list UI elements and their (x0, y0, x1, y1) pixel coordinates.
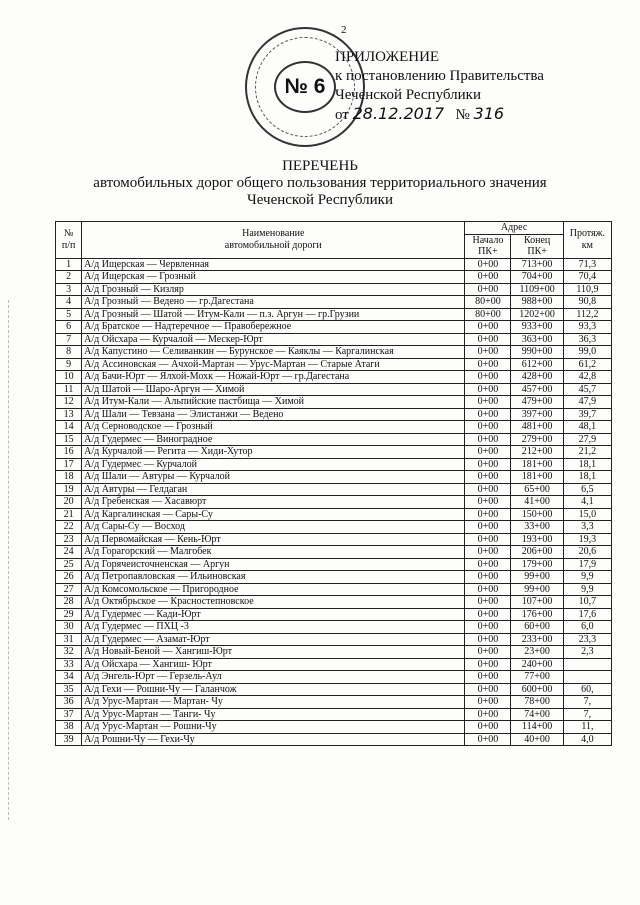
cell-start: 0+00 (465, 258, 511, 271)
cell-end: 107+00 (511, 596, 563, 609)
table-row (56, 421, 612, 434)
header-end-line1: Конец (523, 234, 551, 246)
cell-length: 7, (563, 708, 611, 721)
cell-start: 0+00 (465, 658, 511, 671)
header-length-line1: Протяж. (569, 228, 606, 240)
cell-start: 0+00 (465, 683, 511, 696)
cell-start: 0+00 (465, 483, 511, 496)
cell-length: 9,9 (563, 583, 611, 596)
cell-end: 457+00 (511, 383, 563, 396)
cell-start: 0+00 (465, 533, 511, 546)
cell-number: 35 (56, 683, 82, 696)
cell-end: 428+00 (511, 371, 563, 384)
cell-number: 26 (56, 571, 82, 584)
cell-road-name: А/д Комсомольское — Пригородное (82, 583, 465, 596)
cell-number: 7 (56, 333, 82, 346)
cell-number: 36 (56, 696, 82, 709)
table-row (56, 546, 612, 559)
table-row (56, 583, 612, 596)
cell-start: 0+00 (465, 471, 511, 484)
cell-number: 25 (56, 558, 82, 571)
cell-number: 17 (56, 458, 82, 471)
cell-length: 39,7 (563, 408, 611, 421)
decree-date: 28.12.2017 (352, 104, 445, 123)
cell-end: 33+00 (511, 521, 563, 534)
cell-number: 18 (56, 471, 82, 484)
table-row (56, 558, 612, 571)
cell-start: 0+00 (465, 396, 511, 409)
cell-start: 0+00 (465, 321, 511, 334)
cell-start: 0+00 (465, 433, 511, 446)
cell-road-name: А/д Курчалой — Регита — Хиди-Хутор (82, 446, 465, 459)
cell-length: 4,1 (563, 496, 611, 509)
cell-length: 6,0 (563, 621, 611, 634)
cell-road-name: А/д Шали — Автуры — Курчалой (82, 471, 465, 484)
cell-number: 9 (56, 358, 82, 371)
cell-end: 23+00 (511, 646, 563, 659)
cell-end: 150+00 (511, 508, 563, 521)
document-title (0, 158, 640, 209)
table-row (56, 658, 612, 671)
appendix-line2: к постановлению Правительства (335, 68, 544, 84)
cell-end: 181+00 (511, 471, 563, 484)
table-row (56, 646, 612, 659)
cell-road-name: А/д Урус-Мартан — Мартан- Чу (82, 696, 465, 709)
cell-road-name: А/д Новый-Беной — Хангиш-Юрт (82, 646, 465, 659)
cell-end: 612+00 (511, 358, 563, 371)
cell-length: 19,3 (563, 533, 611, 546)
cell-number: 15 (56, 433, 82, 446)
cell-number: 12 (56, 396, 82, 409)
cell-number: 13 (56, 408, 82, 421)
cell-road-name: А/д Гудермес — Курчалой (82, 458, 465, 471)
table-row (56, 596, 612, 609)
table-row (56, 633, 612, 646)
cell-number: 16 (56, 446, 82, 459)
number-prefix: № (455, 107, 470, 123)
cell-length: 48,1 (563, 421, 611, 434)
decree-date-line (335, 104, 504, 124)
cell-start: 0+00 (465, 571, 511, 584)
cell-end: 65+00 (511, 483, 563, 496)
cell-length: 2,3 (563, 646, 611, 659)
cell-length: 18,1 (563, 458, 611, 471)
cell-road-name: А/д Энгель-Юрт — Герзель-Аул (82, 671, 465, 684)
table-row (56, 433, 612, 446)
cell-start: 0+00 (465, 733, 511, 746)
table-header (56, 222, 612, 259)
cell-road-name: А/д Петропавловская — Ильиновская (82, 571, 465, 584)
cell-road-name: А/д Ойсхара — Хангиш- Юрт (82, 658, 465, 671)
cell-road-name: А/д Ищерская — Грозный (82, 271, 465, 284)
table-row (56, 683, 612, 696)
cell-road-name: А/д Серноводское — Грозный (82, 421, 465, 434)
cell-end: 363+00 (511, 333, 563, 346)
table-row (56, 258, 612, 271)
cell-road-name: А/д Первомайская — Кень-Юрт (82, 533, 465, 546)
cell-road-name: А/д Братское — Надтеречное — Правобережное (82, 321, 465, 334)
cell-start: 0+00 (465, 271, 511, 284)
cell-start: 0+00 (465, 496, 511, 509)
cell-end: 600+00 (511, 683, 563, 696)
cell-end: 713+00 (511, 258, 563, 271)
cell-road-name: А/д Ойсхара — Курчалой — Мескер-Юрт (82, 333, 465, 346)
cell-end: 397+00 (511, 408, 563, 421)
cell-number: 8 (56, 346, 82, 359)
cell-end: 233+00 (511, 633, 563, 646)
cell-start: 0+00 (465, 671, 511, 684)
cell-number: 24 (56, 546, 82, 559)
cell-number: 32 (56, 646, 82, 659)
table-row (56, 721, 612, 734)
table-row (56, 471, 612, 484)
cell-end: 990+00 (511, 346, 563, 359)
cell-road-name: А/д Сары-Су — Восход (82, 521, 465, 534)
cell-road-name: А/д Октябрьское — Красностепновское (82, 596, 465, 609)
cell-road-name: А/д Гудермес — Кади-Юрт (82, 608, 465, 621)
cell-end: 179+00 (511, 558, 563, 571)
cell-length: 36,3 (563, 333, 611, 346)
cell-number: 11 (56, 383, 82, 396)
table-row (56, 383, 612, 396)
table-row (56, 333, 612, 346)
header-number (56, 222, 82, 259)
cell-road-name: А/д Горячеисточненская — Аргун (82, 558, 465, 571)
cell-road-name: А/д Грозный — Шатой — Итум-Кали — п.з. Аргун — гр.Грузии (82, 308, 465, 321)
table-row (56, 396, 612, 409)
cell-road-name: А/д Шали — Тевзана — Элистанжи — Ведено (82, 408, 465, 421)
cell-length: 15,0 (563, 508, 611, 521)
cell-end: 181+00 (511, 458, 563, 471)
table-row (56, 308, 612, 321)
page-number: 2 (341, 24, 347, 36)
cell-start: 0+00 (465, 633, 511, 646)
cell-road-name: А/д Ищерская — Червленная (82, 258, 465, 271)
cell-length (563, 671, 611, 684)
cell-start: 0+00 (465, 458, 511, 471)
cell-start: 0+00 (465, 358, 511, 371)
cell-end: 206+00 (511, 546, 563, 559)
cell-number: 34 (56, 671, 82, 684)
table-row (56, 733, 612, 746)
header-road-name (82, 222, 465, 259)
cell-end: 212+00 (511, 446, 563, 459)
cell-start: 0+00 (465, 646, 511, 659)
cell-number: 19 (56, 483, 82, 496)
cell-start: 0+00 (465, 371, 511, 384)
cell-road-name: А/д Гребенская — Хасавюрт (82, 496, 465, 509)
cell-end: 1202+00 (511, 308, 563, 321)
scan-margin-marks (8, 300, 10, 820)
cell-number: 10 (56, 371, 82, 384)
cell-road-name: А/д Грозный — Кизляр (82, 283, 465, 296)
cell-end: 240+00 (511, 658, 563, 671)
cell-road-name: А/д Грозный — Ведено — гр.Дагестана (82, 296, 465, 309)
cell-start: 0+00 (465, 583, 511, 596)
cell-end: 1109+00 (511, 283, 563, 296)
cell-length: 11, (563, 721, 611, 734)
header-end (511, 234, 563, 258)
cell-number: 20 (56, 496, 82, 509)
table-row (56, 321, 612, 334)
cell-end: 704+00 (511, 271, 563, 284)
cell-start: 0+00 (465, 596, 511, 609)
cell-end: 988+00 (511, 296, 563, 309)
cell-number: 29 (56, 608, 82, 621)
cell-length: 3,3 (563, 521, 611, 534)
cell-road-name: А/д Горагорский — Малгобек (82, 546, 465, 559)
cell-length: 61,2 (563, 358, 611, 371)
cell-end: 481+00 (511, 421, 563, 434)
cell-length: 21,2 (563, 446, 611, 459)
cell-start: 0+00 (465, 521, 511, 534)
cell-road-name: А/д Гудермес — Азамат-Юрт (82, 633, 465, 646)
cell-start: 80+00 (465, 296, 511, 309)
cell-start: 0+00 (465, 283, 511, 296)
header-name-line2: автомобильной дороги (224, 239, 322, 251)
title-line1: ПЕРЕЧЕНЬ (282, 158, 358, 174)
cell-road-name: А/д Бачи-Юрт — Ялхой-Мохк — Ножай-Юрт — гр.Дагестана (82, 371, 465, 384)
cell-length: 17,9 (563, 558, 611, 571)
cell-length: 45,7 (563, 383, 611, 396)
appendix-line1: ПРИЛОЖЕНИЕ (335, 49, 440, 65)
cell-length: 110,9 (563, 283, 611, 296)
cell-start: 0+00 (465, 608, 511, 621)
cell-number: 30 (56, 621, 82, 634)
table-row (56, 296, 612, 309)
cell-number: 21 (56, 508, 82, 521)
cell-number: 23 (56, 533, 82, 546)
cell-length: 6,5 (563, 483, 611, 496)
cell-length: 20,6 (563, 546, 611, 559)
cell-end: 78+00 (511, 696, 563, 709)
cell-number: 3 (56, 283, 82, 296)
appendix-header (335, 48, 544, 105)
cell-road-name: А/д Гудермес — ПХЦ -3 (82, 621, 465, 634)
cell-length: 42,8 (563, 371, 611, 384)
cell-length: 18,1 (563, 471, 611, 484)
table-body (56, 258, 612, 746)
decree-number: 316 (473, 104, 505, 123)
cell-road-name: А/д Капустино — Селиванкин — Бурунское — Каяклы — Каргалинская (82, 346, 465, 359)
cell-number: 1 (56, 258, 82, 271)
cell-number: 14 (56, 421, 82, 434)
table-row (56, 571, 612, 584)
cell-road-name: А/д Итум-Кали — Альпийские пастбища — Химой (82, 396, 465, 409)
date-prefix: от (335, 107, 349, 123)
header-address: Адрес (465, 222, 563, 235)
table-row (56, 458, 612, 471)
cell-road-name: А/д Ассиновская — Ачхой-Мартан — Урус-Мартан — Старые Атаги (82, 358, 465, 371)
cell-road-name: А/д Рошни-Чу — Гехи-Чу (82, 733, 465, 746)
cell-end: 41+00 (511, 496, 563, 509)
table-row (56, 371, 612, 384)
table-row (56, 483, 612, 496)
table-row (56, 496, 612, 509)
cell-length: 47,9 (563, 396, 611, 409)
header-end-line2: ПК+ (527, 246, 547, 257)
table-row (56, 271, 612, 284)
cell-start: 0+00 (465, 408, 511, 421)
cell-number: 5 (56, 308, 82, 321)
cell-number: 27 (56, 583, 82, 596)
seal-number: № 6 (274, 61, 336, 113)
cell-start: 0+00 (465, 383, 511, 396)
cell-length: 93,3 (563, 321, 611, 334)
cell-end: 99+00 (511, 571, 563, 584)
cell-start: 0+00 (465, 333, 511, 346)
cell-start: 0+00 (465, 446, 511, 459)
cell-number: 33 (56, 658, 82, 671)
cell-start: 0+00 (465, 546, 511, 559)
cell-number: 6 (56, 321, 82, 334)
cell-length: 60, (563, 683, 611, 696)
cell-length: 70,4 (563, 271, 611, 284)
cell-start: 0+00 (465, 721, 511, 734)
header-name-line1: Наименование (242, 228, 305, 240)
table-row (56, 608, 612, 621)
cell-start: 0+00 (465, 708, 511, 721)
cell-length: 7, (563, 696, 611, 709)
cell-start: 0+00 (465, 346, 511, 359)
cell-length: 99,0 (563, 346, 611, 359)
cell-end: 74+00 (511, 708, 563, 721)
table-row (56, 408, 612, 421)
title-line3: Чеченской Республики (247, 192, 393, 208)
cell-road-name: А/д Автуры — Гелдаган (82, 483, 465, 496)
cell-start: 0+00 (465, 508, 511, 521)
roads-table (55, 221, 612, 746)
cell-end: 99+00 (511, 583, 563, 596)
cell-number: 2 (56, 271, 82, 284)
cell-length: 71,3 (563, 258, 611, 271)
appendix-line3: Чеченской Республики (335, 87, 481, 103)
cell-length: 17,6 (563, 608, 611, 621)
cell-length: 90,8 (563, 296, 611, 309)
cell-end: 479+00 (511, 396, 563, 409)
cell-length: 23,3 (563, 633, 611, 646)
cell-number: 37 (56, 708, 82, 721)
table-row (56, 508, 612, 521)
cell-length: 10,7 (563, 596, 611, 609)
table-row (56, 283, 612, 296)
cell-length: 112,2 (563, 308, 611, 321)
header-start-line1: Начало (472, 234, 504, 246)
cell-road-name: А/д Шатой — Шаро-Аргун — Химой (82, 383, 465, 396)
table-row (56, 696, 612, 709)
cell-end: 193+00 (511, 533, 563, 546)
header-length (563, 222, 611, 259)
cell-number: 31 (56, 633, 82, 646)
cell-road-name: А/д Гудермес — Виноградное (82, 433, 465, 446)
cell-end: 77+00 (511, 671, 563, 684)
header-number-line2: п/п (61, 239, 76, 251)
cell-length (563, 658, 611, 671)
table-row (56, 533, 612, 546)
cell-road-name: А/д Гехи — Рошни-Чу — Галанчож (82, 683, 465, 696)
table-row (56, 358, 612, 371)
cell-number: 28 (56, 596, 82, 609)
cell-end: 176+00 (511, 608, 563, 621)
table-row (56, 708, 612, 721)
cell-start: 80+00 (465, 308, 511, 321)
cell-end: 60+00 (511, 621, 563, 634)
cell-length: 9,9 (563, 571, 611, 584)
cell-road-name: А/д Урус-Мартан — Рошни-Чу (82, 721, 465, 734)
cell-length: 27,9 (563, 433, 611, 446)
cell-number: 38 (56, 721, 82, 734)
cell-number: 22 (56, 521, 82, 534)
header-number-line1: № (63, 228, 74, 240)
header-length-line2: км (581, 239, 593, 251)
cell-start: 0+00 (465, 558, 511, 571)
table-row (56, 346, 612, 359)
cell-length: 4,0 (563, 733, 611, 746)
cell-number: 4 (56, 296, 82, 309)
cell-start: 0+00 (465, 696, 511, 709)
cell-start: 0+00 (465, 621, 511, 634)
cell-road-name: А/д Каргалинская — Сары-Су (82, 508, 465, 521)
cell-end: 279+00 (511, 433, 563, 446)
cell-road-name: А/д Урус-Мартан — Танги- Чу (82, 708, 465, 721)
table-row (56, 446, 612, 459)
header-start-line2: ПК+ (478, 246, 498, 257)
cell-end: 40+00 (511, 733, 563, 746)
cell-number: 39 (56, 733, 82, 746)
cell-end: 114+00 (511, 721, 563, 734)
table-row (56, 621, 612, 634)
table-row (56, 671, 612, 684)
cell-end: 933+00 (511, 321, 563, 334)
cell-start: 0+00 (465, 421, 511, 434)
table-row (56, 521, 612, 534)
header-start (465, 234, 511, 258)
title-line2: автомобильных дорог общего пользования территориального значения (93, 175, 547, 191)
